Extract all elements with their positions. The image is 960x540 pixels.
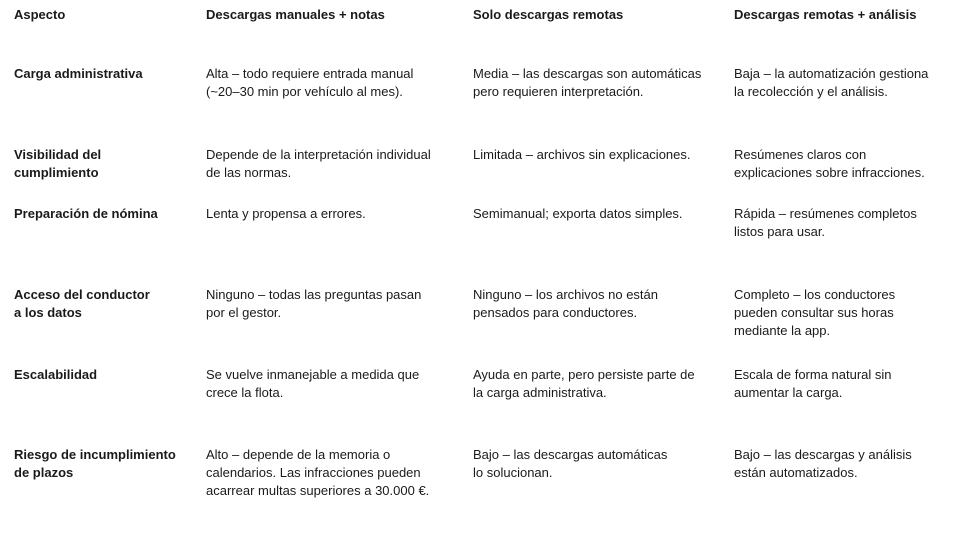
cell-manual: Ninguno – todas las preguntas pasan por el gestor. xyxy=(206,287,422,320)
cell-manual: Alta – todo requiere entrada manual (~20–30 min por vehículo al mes). xyxy=(206,66,414,99)
cell-analysis: Completo – los conductores pueden consultar sus horas mediante la app. xyxy=(734,287,896,338)
cell-analysis: Escala de forma natural sin aumentar la carga. xyxy=(734,367,892,400)
cell-manual: Se vuelve inmanejable a medida que crece la flota. xyxy=(206,367,420,400)
cell-analysis: Resúmenes claros con explicaciones sobre infracciones. xyxy=(734,147,925,180)
cell-manual: Lenta y propensa a errores. xyxy=(206,206,366,221)
cell-manual: Alto – depende de la memoria o calendarios. Las infracciones pueden acarrear multas superiores a 30.000 €. xyxy=(206,447,430,498)
row-aspect: Visibilidad del cumplimiento xyxy=(14,147,102,180)
cell-remote: Media – las descargas son automáticas pero requieren interpretación. xyxy=(473,66,702,99)
header-remote: Solo descargas remotas xyxy=(473,7,624,22)
header-manual: Descargas manuales + notas xyxy=(206,7,385,22)
row-aspect: Carga administrativa xyxy=(14,66,143,81)
cell-remote: Ayuda en parte, pero persiste parte de la carga administrativa. xyxy=(473,367,695,400)
cell-remote: Limitada – archivos sin explicaciones. xyxy=(473,147,691,162)
cell-analysis: Baja – la automatización gestiona la recolección y el análisis. xyxy=(734,66,929,99)
row-aspect: Escalabilidad xyxy=(14,367,98,382)
cell-analysis: Bajo – las descargas y análisis están automatizados. xyxy=(734,447,912,480)
row-aspect: Acceso del conductor a los datos xyxy=(14,287,150,320)
cell-manual: Depende de la interpretación individual de las normas. xyxy=(206,147,431,180)
header-aspect: Aspecto xyxy=(14,7,66,22)
cell-analysis: Rápida – resúmenes completos listos para usar. xyxy=(734,206,917,239)
header-analysis: Descargas remotas + análisis xyxy=(734,7,917,22)
cell-remote: Ninguno – los archivos no están pensados para conductores. xyxy=(473,287,659,320)
row-aspect: Preparación de nómina xyxy=(14,206,158,221)
cell-remote: Semimanual; exporta datos simples. xyxy=(473,206,683,221)
row-aspect: Riesgo de incumplimiento de plazos xyxy=(14,447,176,480)
cell-remote: Bajo – las descargas automáticas lo solucionan. xyxy=(473,447,668,480)
